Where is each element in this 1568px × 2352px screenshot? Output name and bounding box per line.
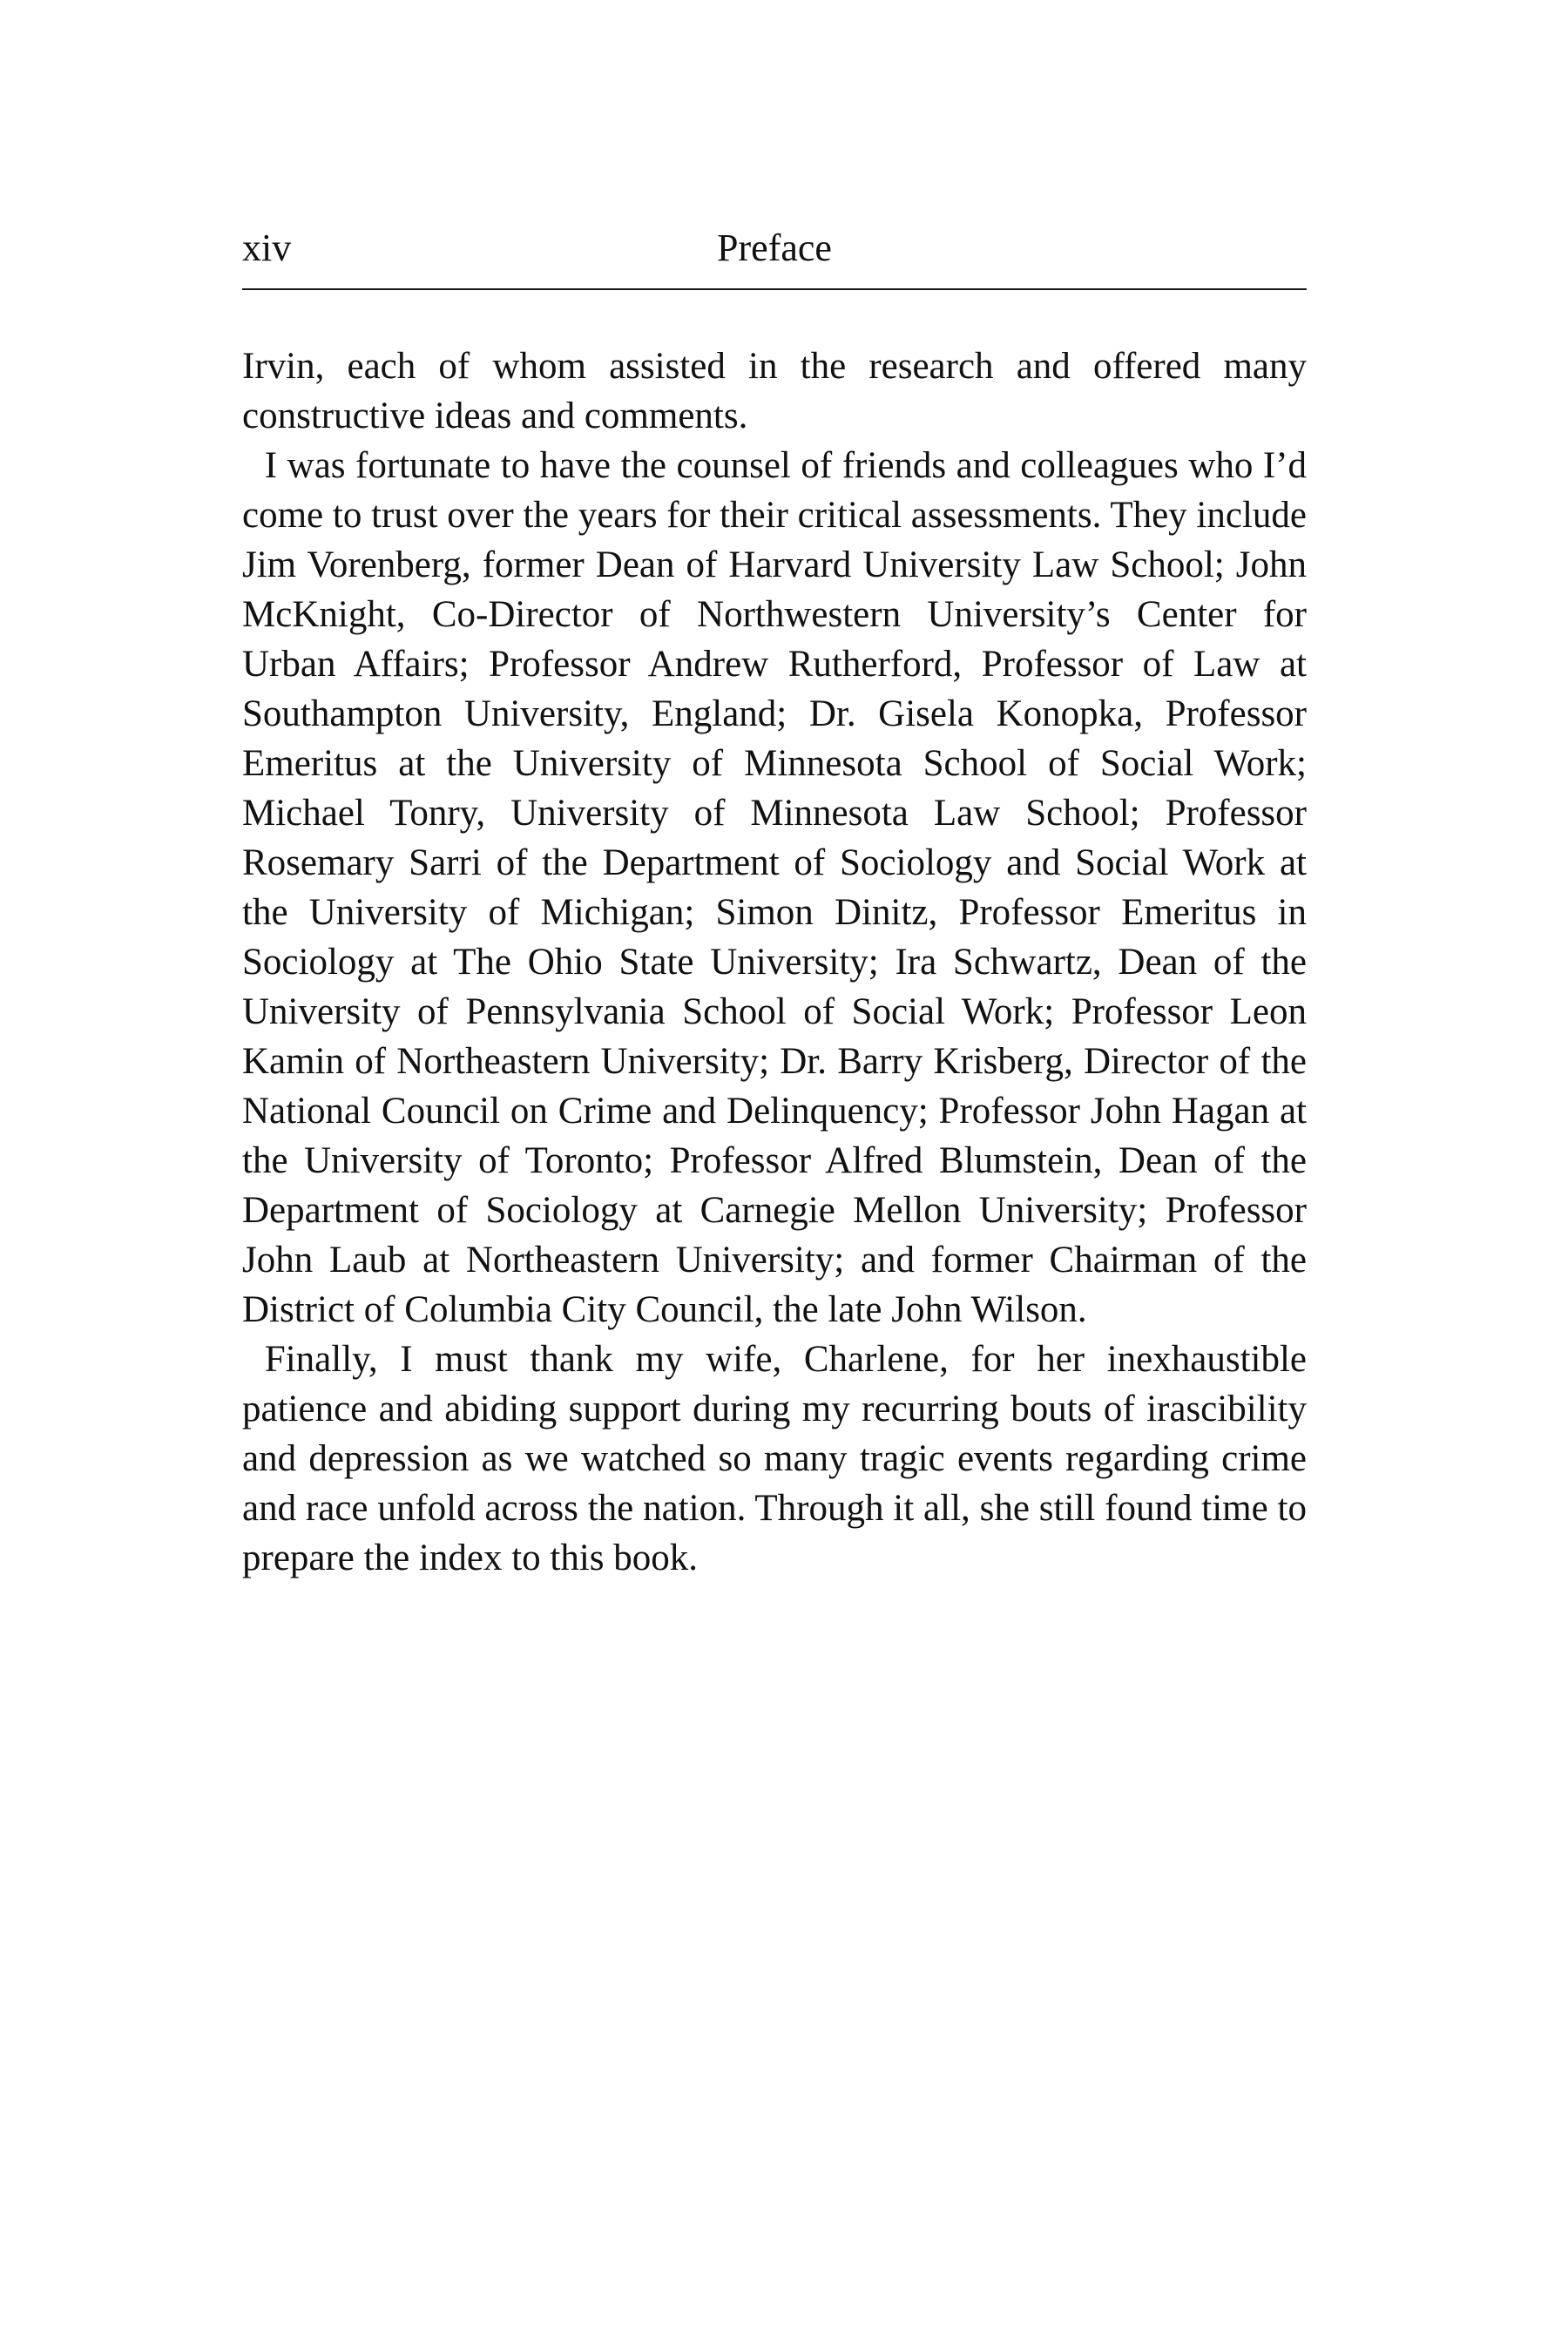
paragraph-continuation: Irvin, each of whom assisted in the research and offered many constructive ideas and comments. <box>242 346 1307 436</box>
paragraph-closing: Finally, I must thank my wife, Charlene, for her inexhaustible patience and abiding support during my recurring bouts of irascibility and depression as we watched so many tragic events regarding crime and race unfold across the nation. Through it all, she still found time to prepare the index to this book. <box>242 1339 1307 1578</box>
running-head: Preface <box>717 226 832 269</box>
header-rule <box>242 288 1307 290</box>
page-number: xiv <box>242 226 292 269</box>
body-text <box>242 341 1307 1583</box>
page-header <box>242 222 1307 283</box>
paragraph-acknowledgments: I was fortunate to have the counsel of friends and colleagues who I’d come to trust over the years for their critical assessments. They include Jim Vorenberg, former Dean of Harvard University Law School; John McKnight, Co-Director of Northwestern University’s Center for Urban Affairs; Professor Andrew Rutherford, Professor of Law at Southampton University, England; Dr. Gisela Konopka, Professor Emeritus at the University of Minnesota School of Social Work; Michael Tonry, University of Minnesota Law School; Professor Rosemary Sarri of the Department of Sociology and Social Work at the University of Michigan; Simon Dinitz, Professor Emeritus in Sociology at The Ohio State University; Ira Schwartz, Dean of the University of Pennsylvania School of Social Work; Professor Leon Kamin of Northeastern University; Dr. Barry Krisberg, Director of the National Council on Crime and Delinquency; Professor John Hagan at the University of Toronto; Professor Alfred Blumstein, Dean of the Department of Sociology at Carnegie Mellon University; Professor John Laub at Northeastern University; and former Chairman of the District of Columbia City Council, the late John Wilson. <box>242 445 1307 1330</box>
